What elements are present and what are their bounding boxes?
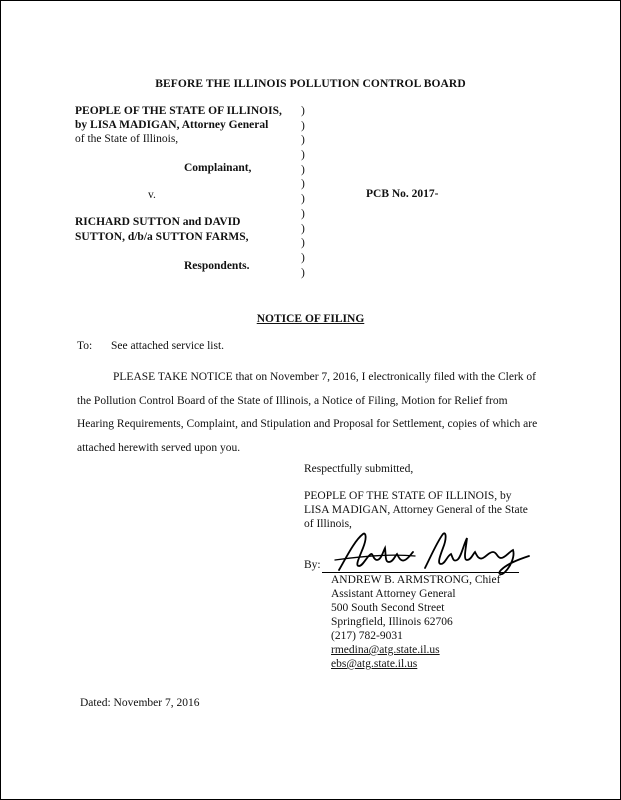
signer-email-2[interactable]: ebs@atg.state.il.us: [331, 658, 418, 670]
versus-label: v.: [148, 189, 156, 201]
handwritten-signature: [333, 526, 533, 578]
paren: ): [301, 207, 305, 220]
paren: ): [301, 119, 305, 132]
plaintiff-line-2: by LISA MADIGAN, Attorney General: [75, 119, 269, 131]
board-header: BEFORE THE ILLINOIS POLLUTION CONTROL BOARD: [155, 78, 466, 90]
paren: ): [301, 178, 305, 191]
signature-block: PEOPLE OF THE STATE OF ILLINOIS, by LISA MADIGAN, Attorney General of the State of Illinois,: [304, 490, 528, 530]
paren: ): [301, 251, 305, 264]
paren: ): [301, 193, 305, 206]
to-label: To:: [77, 340, 93, 352]
to-text: See attached service list.: [111, 340, 225, 352]
paren: ): [301, 149, 305, 162]
paren: ): [301, 237, 305, 250]
case-number: PCB No. 2017-: [366, 188, 439, 200]
notice-body: PLEASE TAKE NOTICE that on November 7, 2016, I electronically filed with the Clerk of the Pollution Control Board of the State of Illinois, a Notice of Filing, Motion for Relief from Hearing Requirements, Complaint, and Stipulation and Proposal for Settlement, copies of which are attached herewith served upon you.: [77, 371, 538, 454]
paren: ): [301, 105, 305, 117]
signer-email-1[interactable]: rmedina@atg.state.il.us: [331, 644, 440, 656]
respondent-line-2: SUTTON, d/b/a SUTTON FARMS,: [75, 231, 249, 243]
by-label: By:: [304, 559, 321, 571]
closing-text: Respectfully submitted,: [304, 463, 414, 475]
dated-line: Dated: November 7, 2016: [80, 697, 200, 709]
paren: ): [301, 134, 305, 147]
notice-title: NOTICE OF FILING: [256, 313, 365, 325]
signer-name: ANDREW B. ARMSTRONG, Chief: [331, 574, 501, 586]
respondent-line-1: RICHARD SUTTON and DAVID: [75, 216, 241, 228]
paren: ): [301, 266, 305, 279]
paren: ): [301, 222, 305, 235]
signer-title: Assistant Attorney General: [331, 588, 456, 600]
plaintiff-line-3: of the State of Illinois,: [75, 133, 179, 145]
caption-parentheses: [301, 104, 305, 280]
plaintiff-line-1: PEOPLE OF THE STATE OF ILLINOIS,: [75, 105, 282, 117]
signer-address-1: 500 South Second Street: [331, 602, 445, 614]
signer-phone: (217) 782-9031: [331, 630, 403, 642]
paren: ): [301, 163, 305, 176]
respondents-label: Respondents.: [184, 260, 250, 272]
complainant-label: Complainant,: [184, 162, 252, 174]
signer-address-2: Springfield, Illinois 62706: [331, 616, 453, 628]
